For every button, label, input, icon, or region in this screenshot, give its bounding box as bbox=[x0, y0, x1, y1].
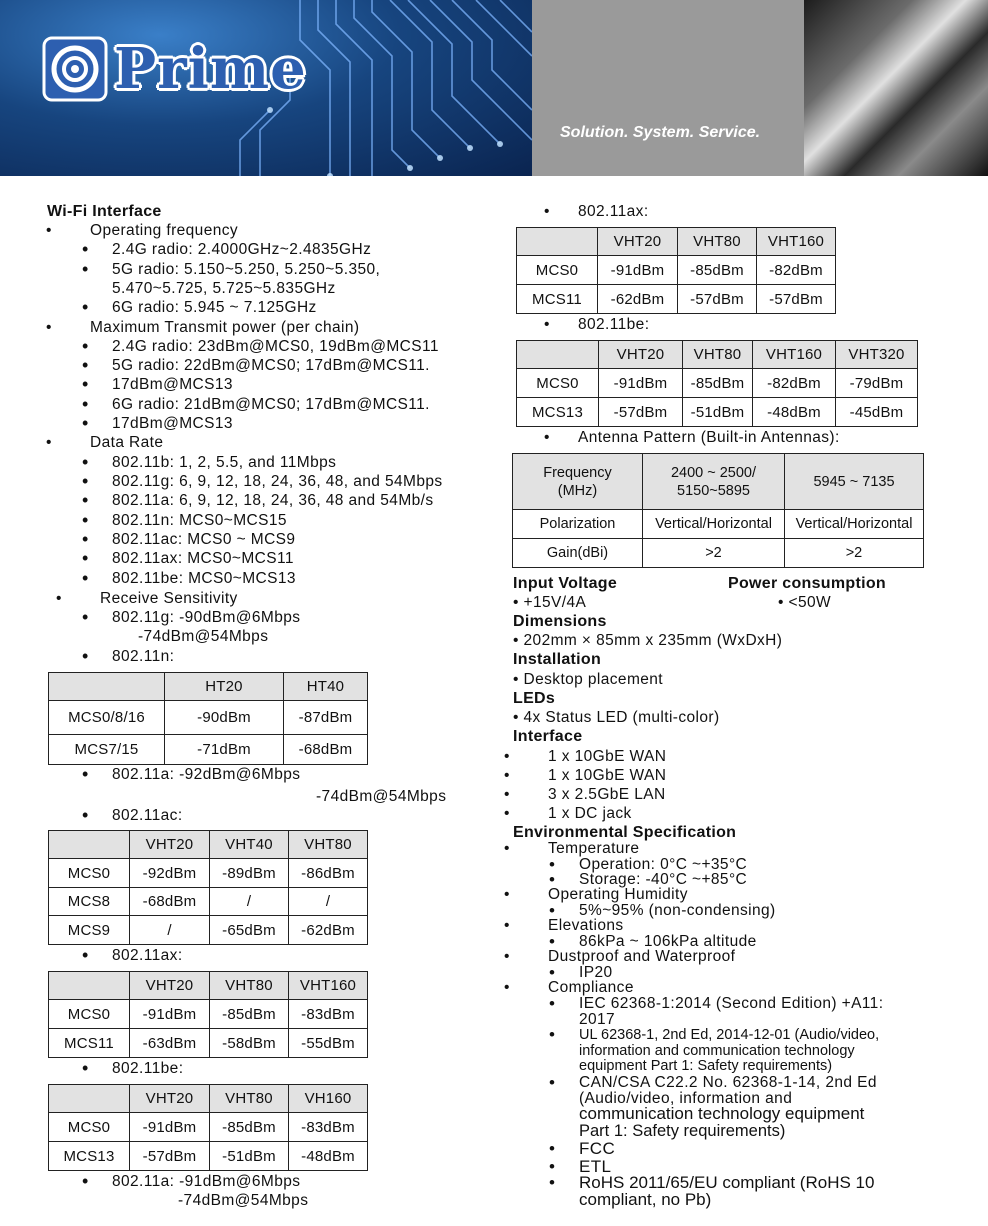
rx-ac-table bbox=[48, 830, 368, 945]
table-cell: >2 bbox=[643, 539, 785, 568]
table-cell: -57dBm bbox=[130, 1142, 210, 1171]
table-cell: VHT20 bbox=[130, 972, 210, 1000]
table-cell: VHT80 bbox=[210, 1085, 289, 1113]
table-cell: -51dBm bbox=[683, 398, 753, 427]
ip-rating: • IP20 bbox=[579, 965, 613, 981]
compliance-iec: • IEC 62368-1:2014 (Second Edition) +A11: bbox=[579, 996, 883, 1012]
table-cell: -91dBm bbox=[130, 1113, 210, 1142]
table-cell: MCS0/8/16 bbox=[49, 701, 165, 735]
installation-heading: Installation bbox=[513, 651, 602, 668]
rx-ax-table bbox=[48, 971, 368, 1058]
rx-be-table-right bbox=[516, 340, 918, 427]
table-cell: -57dBm bbox=[599, 398, 683, 427]
freq-item-continuation: 5.470~5.725, 5.725~5.835GHz bbox=[112, 280, 336, 297]
table-cell: -91dBm bbox=[130, 1000, 210, 1029]
compliance-ul-continuation: equipment Part 1: Safety requirements) bbox=[579, 1058, 833, 1074]
compliance-rohs-continuation: compliant, no Pb) bbox=[579, 1190, 712, 1209]
table-cell: -62dBm bbox=[289, 916, 368, 945]
table-cell: MCS8 bbox=[49, 888, 130, 916]
table-cell: MCS7/15 bbox=[49, 735, 165, 765]
table-cell: MCS0 bbox=[517, 369, 599, 398]
banner-gray-panel bbox=[532, 0, 804, 176]
rx-a-continuation: -74dBm@54Mbps bbox=[316, 788, 447, 805]
table-cell: MCS0 bbox=[49, 859, 130, 888]
table-cell: HT40 bbox=[284, 673, 368, 701]
power-consumption-value: • <50W bbox=[778, 594, 832, 611]
table-cell: -83dBm bbox=[289, 1000, 368, 1029]
rate-item: • 802.11be: MCS0~MCS13 bbox=[112, 569, 296, 588]
dimensions-heading: Dimensions bbox=[513, 613, 607, 630]
table-cell: -63dBm bbox=[130, 1029, 210, 1058]
tx-item: • 6G radio: 21dBm@MCS0; 17dBm@MCS11. bbox=[112, 395, 430, 414]
temperature-storage: • Storage: -40°C ~+85°C bbox=[579, 872, 747, 888]
table-cell: -62dBm bbox=[598, 285, 678, 314]
freq-item: • 2.4G radio: 2.4000GHz~2.4835GHz bbox=[112, 240, 371, 259]
humidity-value: • 5%~95% (non-condensing) bbox=[579, 903, 776, 919]
table-cell bbox=[517, 228, 598, 256]
tx-item: • 17dBm@MCS13 bbox=[112, 414, 233, 433]
rx-ax-label: • 802.11ax: bbox=[112, 946, 183, 965]
rate-item: • 802.11g: 6, 9, 12, 18, 24, 36, 48, and 54Mbps bbox=[112, 472, 443, 491]
receive-sensitivity-item: • Receive Sensitivity bbox=[100, 589, 238, 608]
table-cell: -48dBm bbox=[289, 1142, 368, 1171]
interface-item: • 1 x 10GbE WAN bbox=[548, 747, 666, 766]
table-cell: / bbox=[289, 888, 368, 916]
table-cell: HT20 bbox=[165, 673, 284, 701]
table-cell: 2400 ~ 2500/ 5150~5895 bbox=[643, 454, 785, 510]
interface-item: • 1 x DC jack bbox=[548, 804, 632, 823]
tx-item: • 5G radio: 22dBm@MCS0; 17dBm@MCS11. bbox=[112, 356, 430, 375]
freq-item: • 6G radio: 5.945 ~ 7.125GHz bbox=[112, 298, 317, 317]
compliance-can-continuation: (Audio/video, information and bbox=[579, 1090, 793, 1107]
interface-item: • 3 x 2.5GbE LAN bbox=[548, 785, 666, 804]
table-cell: MCS13 bbox=[517, 398, 599, 427]
table-cell: VHT20 bbox=[599, 341, 683, 369]
installation-value: • Desktop placement bbox=[513, 671, 664, 688]
antenna-pattern-label: • Antenna Pattern (Built-in Antennas): bbox=[578, 428, 840, 447]
rx-g-continuation: -74dBm@54Mbps bbox=[138, 628, 269, 645]
table-cell: / bbox=[130, 916, 210, 945]
rate-item: • 802.11n: MCS0~MCS15 bbox=[112, 511, 287, 530]
table-cell: MCS9 bbox=[49, 916, 130, 945]
rx-be-label: • 802.11be: bbox=[112, 1059, 183, 1078]
elevations-item: • Elevations bbox=[548, 918, 624, 934]
humidity-item: • Operating Humidity bbox=[548, 887, 688, 903]
table-cell: Vertical/Horizontal bbox=[785, 510, 924, 539]
dimensions-value: • 202mm × 85mm x 235mm (WxDxH) bbox=[513, 632, 783, 649]
antenna-table bbox=[512, 453, 924, 568]
table-cell: -90dBm bbox=[165, 701, 284, 735]
table-cell: -82dBm bbox=[753, 369, 836, 398]
interface-item: • 1 x 10GbE WAN bbox=[548, 766, 666, 785]
compliance-can: • CAN/CSA C22.2 No. 62368-1-14, 2nd Ed bbox=[579, 1075, 877, 1091]
table-cell: -79dBm bbox=[836, 369, 918, 398]
brand-name: Prime bbox=[114, 36, 307, 102]
rx-ac-label: • 802.11ac: bbox=[112, 806, 183, 825]
rate-item: • 802.11b: 1, 2, 5.5, and 11Mbps bbox=[112, 453, 336, 472]
table-cell: VHT80 bbox=[678, 228, 757, 256]
temperature-item: • Temperature bbox=[548, 841, 639, 857]
compliance-can-continuation: communication technology equipment bbox=[579, 1104, 865, 1123]
banner-abstract-image bbox=[804, 0, 988, 176]
table-cell: -68dBm bbox=[284, 735, 368, 765]
table-cell: -65dBm bbox=[210, 916, 289, 945]
header-banner bbox=[0, 0, 988, 176]
input-voltage-heading: Input Voltage bbox=[513, 575, 618, 592]
rate-item: • 802.11ac: MCS0 ~ MCS9 bbox=[112, 530, 295, 549]
rx-ax-label-right: • 802.11ax: bbox=[578, 202, 649, 221]
table-cell: VHT20 bbox=[130, 1085, 210, 1113]
table-cell bbox=[49, 673, 165, 701]
table-cell: Gain(dBi) bbox=[513, 539, 643, 568]
table-cell bbox=[517, 341, 599, 369]
table-cell: -58dBm bbox=[210, 1029, 289, 1058]
wifi-interface-heading: Wi-Fi Interface bbox=[47, 203, 162, 220]
prime-logo-icon bbox=[42, 36, 108, 102]
compliance-item: • Compliance bbox=[548, 980, 634, 996]
rx-g-item: • 802.11g: -90dBm@6Mbps bbox=[112, 608, 300, 627]
table-cell: -91dBm bbox=[598, 256, 678, 285]
table-cell: -92dBm bbox=[130, 859, 210, 888]
table-cell bbox=[49, 972, 130, 1000]
table-cell bbox=[49, 831, 130, 859]
compliance-etl: • ETL bbox=[579, 1157, 611, 1176]
table-cell: -89dBm bbox=[210, 859, 289, 888]
data-rate-item: • Data Rate bbox=[90, 433, 163, 452]
table-cell: Frequency (MHz) bbox=[513, 454, 643, 510]
slogan: Solution. System. Service. bbox=[560, 124, 761, 141]
table-cell: -91dBm bbox=[599, 369, 683, 398]
table-cell bbox=[49, 1085, 130, 1113]
table-cell: VHT160 bbox=[757, 228, 836, 256]
table-cell: -51dBm bbox=[210, 1142, 289, 1171]
table-cell: -82dBm bbox=[757, 256, 836, 285]
table-cell: VHT80 bbox=[683, 341, 753, 369]
table-cell: MCS0 bbox=[49, 1113, 130, 1142]
dustproof-item: • Dustproof and Waterproof bbox=[548, 949, 735, 965]
table-cell: Polarization bbox=[513, 510, 643, 539]
compliance-can-continuation: Part 1: Safety requirements) bbox=[579, 1122, 786, 1140]
table-cell: VHT80 bbox=[289, 831, 368, 859]
interface-heading: Interface bbox=[513, 728, 583, 745]
power-consumption-heading: Power consumption bbox=[728, 575, 886, 592]
table-cell: -68dBm bbox=[130, 888, 210, 916]
table-cell: -87dBm bbox=[284, 701, 368, 735]
input-voltage-value: • +15V/4A bbox=[513, 594, 587, 611]
rate-item: • 802.11ax: MCS0~MCS11 bbox=[112, 549, 294, 568]
rx-n-label: • 802.11n: bbox=[112, 647, 174, 666]
table-cell: MCS0 bbox=[517, 256, 598, 285]
compliance-fcc: • FCC bbox=[579, 1139, 615, 1158]
compliance-rohs: • RoHS 2011/65/EU compliant (RoHS 10 bbox=[579, 1175, 874, 1191]
table-cell: -48dBm bbox=[753, 398, 836, 427]
table-cell: -71dBm bbox=[165, 735, 284, 765]
table-cell: MCS11 bbox=[49, 1029, 130, 1058]
table-cell: VHT320 bbox=[836, 341, 918, 369]
rate-item: • 802.11a: 6, 9, 12, 18, 24, 36, 48 and 54Mb/s bbox=[112, 491, 434, 510]
table-cell: -86dBm bbox=[289, 859, 368, 888]
rx-be-label-right: • 802.11be: bbox=[578, 315, 649, 334]
freq-item: • 5G radio: 5.150~5.250, 5.250~5.350, bbox=[112, 260, 380, 279]
rx-a-item: • 802.11a: -92dBm@6Mbps bbox=[112, 765, 300, 784]
rx-n-table bbox=[48, 672, 368, 765]
rx-a2-continuation: -74dBm@54Mbps bbox=[178, 1192, 309, 1209]
compliance-ul-continuation: information and communication technology bbox=[579, 1043, 855, 1059]
operating-frequency-item: • Operating frequency bbox=[90, 221, 238, 240]
table-cell: VH160 bbox=[289, 1085, 368, 1113]
rx-ax-table-right bbox=[516, 227, 836, 314]
compliance-ul: • UL 62368-1, 2nd Ed, 2014-12-01 (Audio/video, bbox=[579, 1027, 879, 1043]
table-cell: VHT160 bbox=[289, 972, 368, 1000]
brand-logo bbox=[42, 36, 307, 102]
table-cell: -85dBm bbox=[210, 1113, 289, 1142]
rx-a2-item: • 802.11a: -91dBm@6Mbps bbox=[112, 1172, 300, 1191]
table-cell: -85dBm bbox=[210, 1000, 289, 1029]
table-cell: VHT40 bbox=[210, 831, 289, 859]
table-cell: MCS11 bbox=[517, 285, 598, 314]
table-cell: -57dBm bbox=[757, 285, 836, 314]
table-cell: MCS13 bbox=[49, 1142, 130, 1171]
environmental-heading: Environmental Specification bbox=[513, 824, 737, 841]
table-cell: MCS0 bbox=[49, 1000, 130, 1029]
rx-be-table bbox=[48, 1084, 368, 1171]
table-cell: -45dBm bbox=[836, 398, 918, 427]
leds-heading: LEDs bbox=[513, 690, 556, 707]
elevations-value: • 86kPa ~ 106kPa altitude bbox=[579, 934, 757, 950]
table-cell: VHT80 bbox=[210, 972, 289, 1000]
max-transmit-power-item: • Maximum Transmit power (per chain) bbox=[90, 318, 359, 337]
table-cell: VHT160 bbox=[753, 341, 836, 369]
table-cell: -85dBm bbox=[678, 256, 757, 285]
table-cell: / bbox=[210, 888, 289, 916]
table-cell: -55dBm bbox=[289, 1029, 368, 1058]
tx-item: • 17dBm@MCS13 bbox=[112, 375, 233, 394]
compliance-iec-continuation: 2017 bbox=[579, 1011, 616, 1028]
table-cell: Vertical/Horizontal bbox=[643, 510, 785, 539]
table-cell: >2 bbox=[785, 539, 924, 568]
table-cell: -85dBm bbox=[683, 369, 753, 398]
table-cell: -57dBm bbox=[678, 285, 757, 314]
table-cell: 5945 ~ 7135 bbox=[785, 454, 924, 510]
table-cell: VHT20 bbox=[598, 228, 678, 256]
temperature-operation: • Operation: 0°C ~+35°C bbox=[579, 857, 747, 873]
table-cell: VHT20 bbox=[130, 831, 210, 859]
leds-value: • 4x Status LED (multi-color) bbox=[513, 709, 720, 726]
table-cell: -83dBm bbox=[289, 1113, 368, 1142]
tx-item: • 2.4G radio: 23dBm@MCS0, 19dBm@MCS11 bbox=[112, 337, 439, 356]
